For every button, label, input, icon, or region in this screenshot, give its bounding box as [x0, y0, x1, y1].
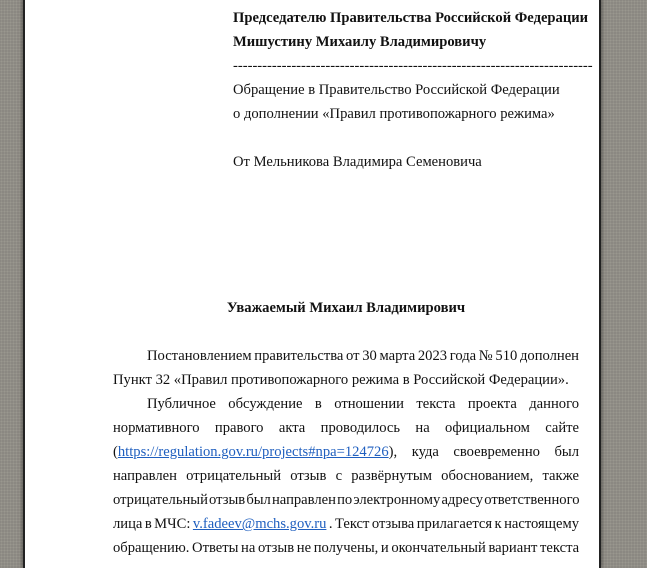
document-page: [23, 0, 601, 568]
subject-line: о дополнении «Правил противопожарного режима»: [233, 106, 555, 122]
subject-line: Обращение в Правительство Российской Федерации: [233, 82, 560, 98]
body-line: направлен отрицательный отзыв с развёрнутым обоснованием, также: [113, 468, 579, 484]
body-line: нормативного правого акта проводилось на официальном сайте: [113, 420, 579, 436]
paren: (: [113, 444, 118, 460]
separator: --------------------------------------------------------------------------: [233, 58, 593, 74]
email-link[interactable]: v.fadeev@mchs.gov.ru: [192, 516, 327, 532]
body-line: Постановлением правительства от 30 марта 2023 года № 510 дополнен: [147, 348, 579, 364]
body-line: [113, 512, 579, 536]
body-line: обращению. Ответы на отзыв не получены, и окончательный вариант текста: [113, 540, 580, 556]
body-line: Пункт 32 «Правил противопожарного режима в Российской Федерации».: [113, 372, 569, 388]
regulation-link[interactable]: https://regulation.gov.ru/projects#npa=124726: [117, 444, 389, 460]
body-line: Публичное обсуждение в отношении текста проекта данного: [147, 396, 579, 412]
addressee-line: Председателю Правительства Российской Федерации: [233, 10, 589, 26]
addressee-name: Мишустину Михаилу Владимировичу: [233, 34, 487, 50]
body-text: лица в МЧС:: [113, 516, 193, 532]
body-text: . Текст отзыва прилагается к настоящему: [326, 516, 579, 532]
sender-line: От Мельникова Владимира Семеновича: [233, 154, 482, 170]
salutation: Уважаемый Михаил Владимирович: [226, 300, 466, 316]
body-line: отрицательный отзыв был направлен по электронному адресу ответственного: [113, 492, 580, 508]
body-text: ), куда своевременно был: [388, 444, 579, 460]
body-line: [113, 440, 579, 464]
